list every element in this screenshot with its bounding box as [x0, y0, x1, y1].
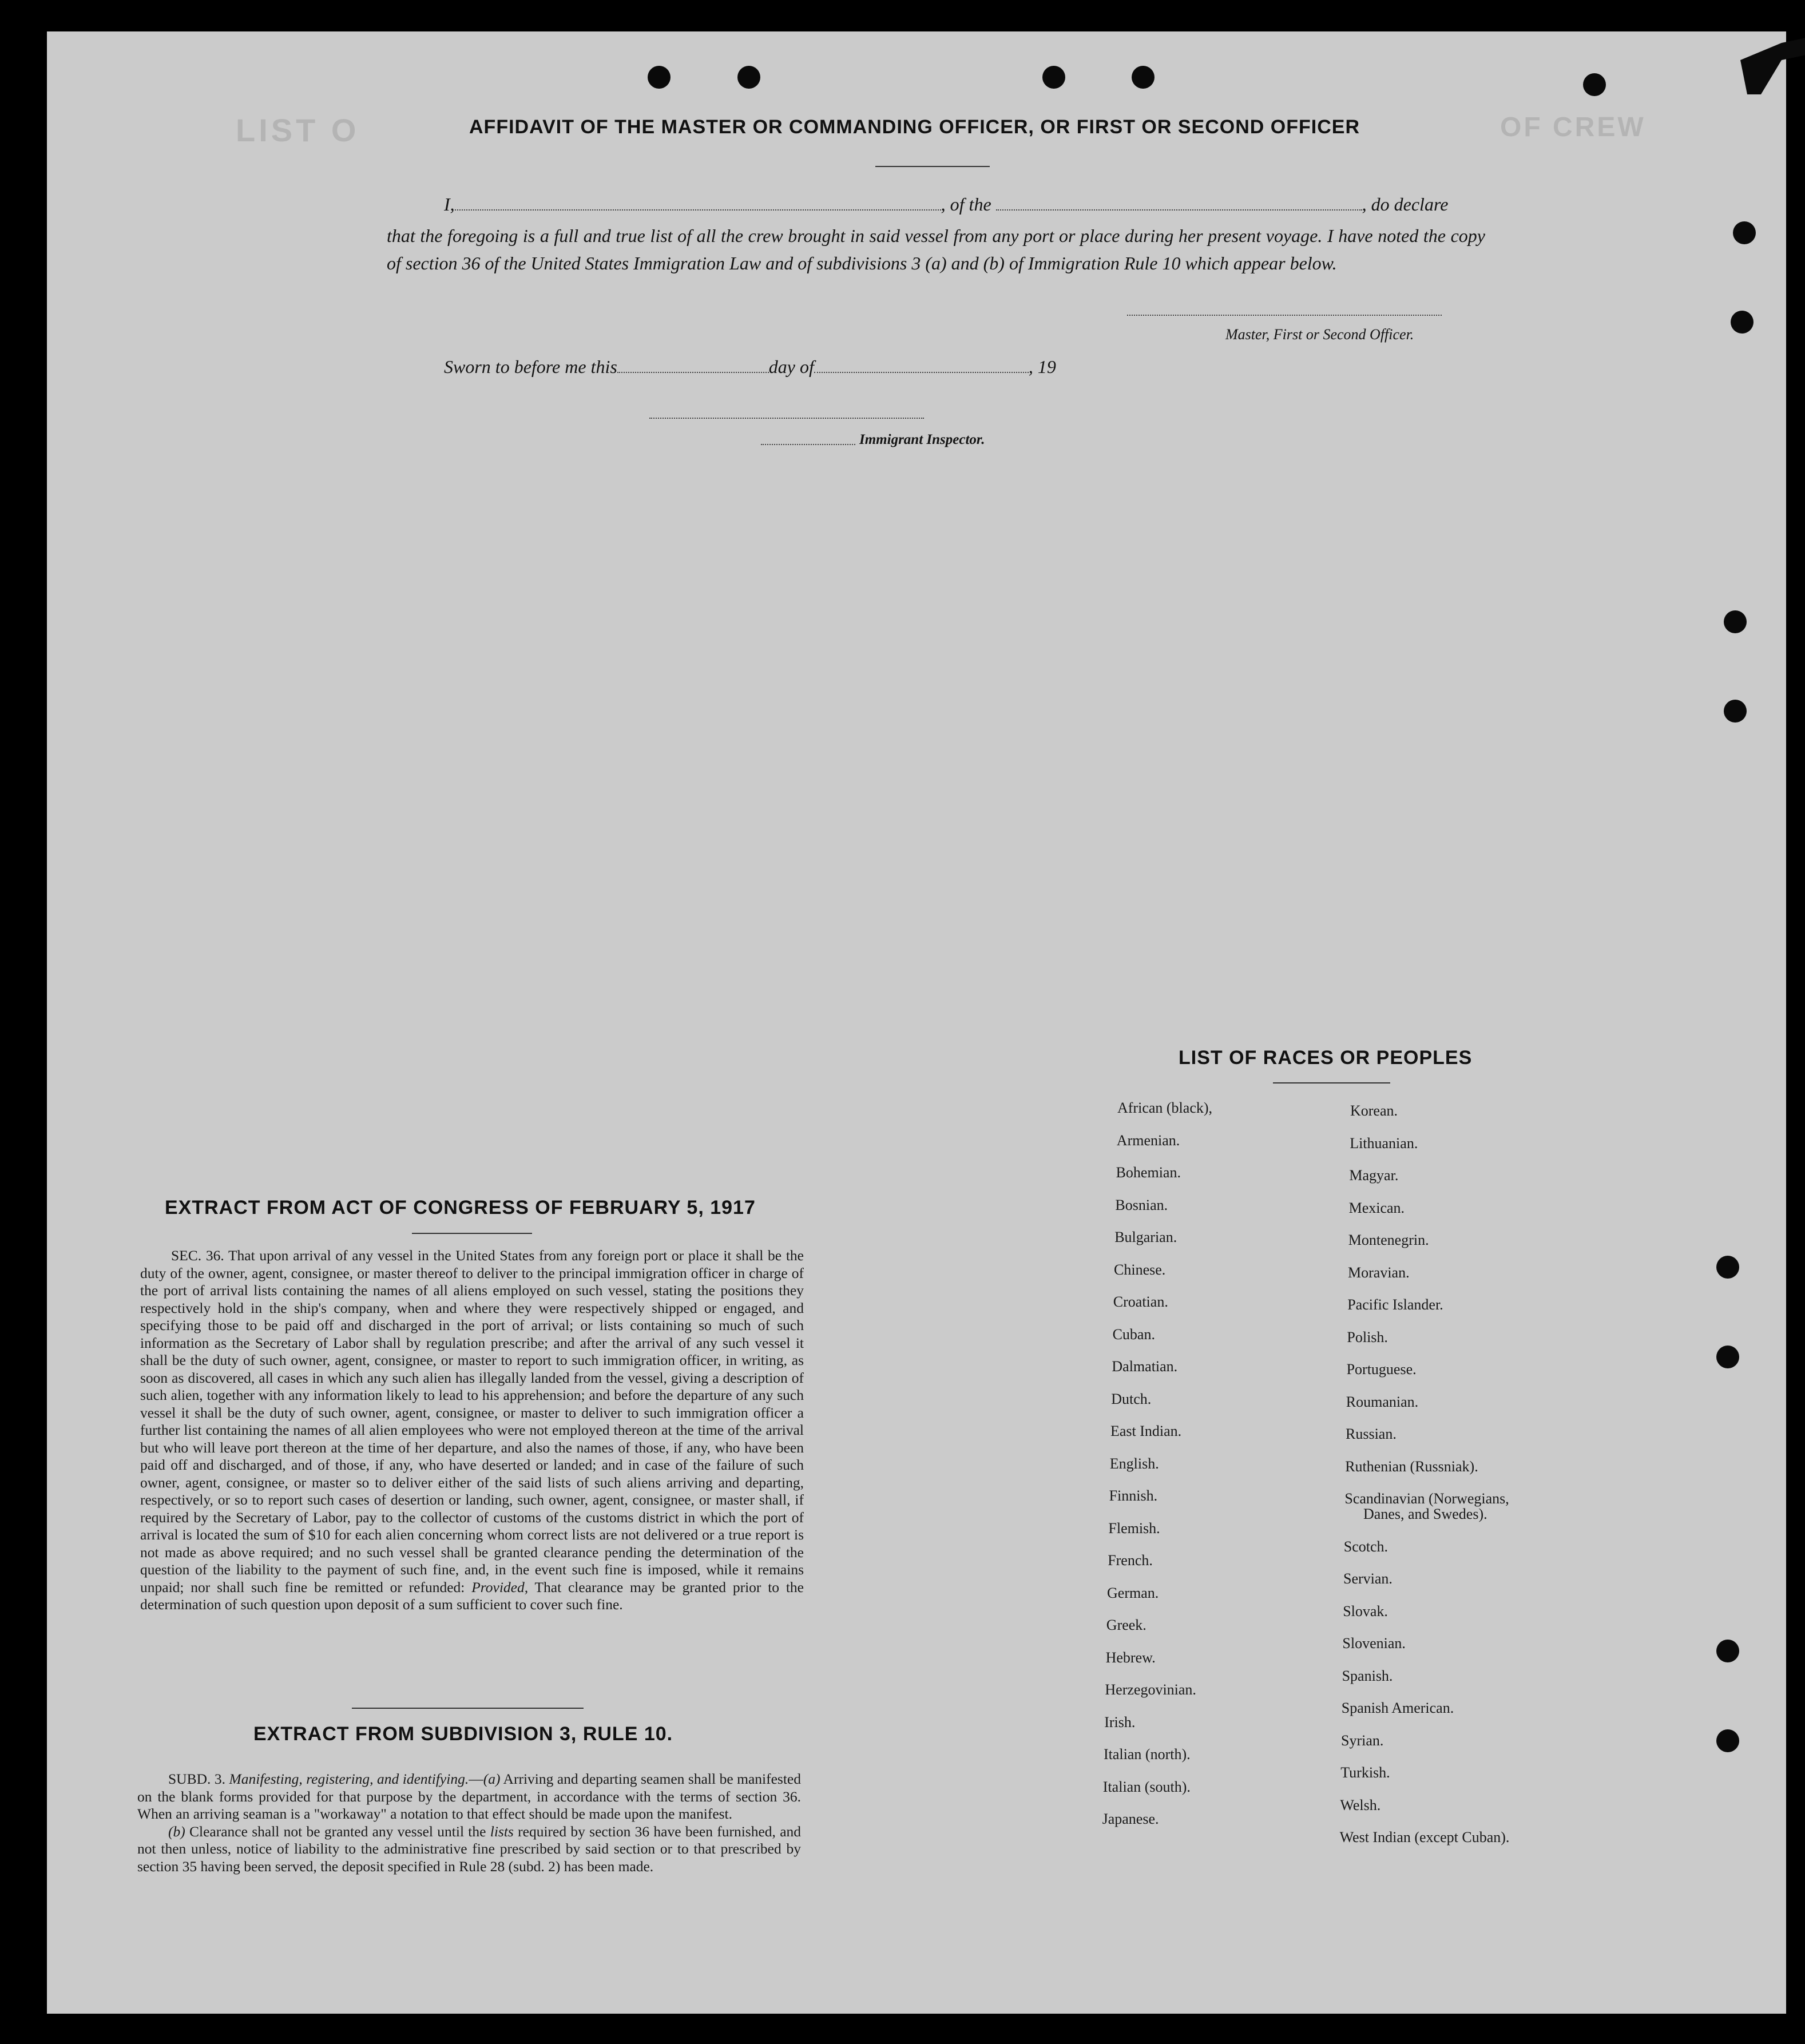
race-item: Moravian. [1348, 1264, 1410, 1281]
rule-extract-text [137, 1771, 801, 1875]
part-b-text-post: required by section 36 have been furnished, and not then unless, notice of liability to the administrative fine prescribed by said section or to that prescribed by section 35 having been served, the deposit specified in Rule 28 (subd. 2) has been made. [137, 1823, 802, 1875]
race-item: Greek. [1106, 1617, 1147, 1633]
sworn-line [444, 355, 1056, 378]
race-item: Korean. [1350, 1102, 1398, 1119]
race-item: Croatian. [1113, 1293, 1168, 1310]
race-item: Mexican. [1348, 1199, 1405, 1216]
inspector-dotted-leader [761, 444, 855, 445]
race-item: Lithuanian. [1350, 1134, 1418, 1152]
punch-hole [1583, 73, 1606, 96]
race-item: English. [1109, 1455, 1159, 1472]
punch-hole [1716, 1346, 1739, 1368]
race-item: Flemish. [1108, 1519, 1160, 1537]
race-item: Irish. [1104, 1713, 1136, 1731]
sworn-day-of: day of [768, 356, 814, 377]
race-item: Armenian. [1116, 1132, 1180, 1149]
part-b-lists: lists [490, 1823, 514, 1840]
section-divider [352, 1708, 584, 1709]
race-item: Herzegovinian. [1105, 1681, 1196, 1698]
race-item: Finnish. [1109, 1487, 1158, 1504]
inspector-signature-field[interactable] [649, 418, 924, 419]
race-item: German. [1107, 1584, 1159, 1601]
part-b-label: (b) [168, 1823, 185, 1840]
bleed-through-text: OF CREW [1500, 112, 1646, 142]
race-item: Servian. [1343, 1570, 1393, 1587]
act-title-divider [412, 1233, 532, 1234]
master-signature-field[interactable] [1127, 315, 1442, 316]
affidavit-body: that the foregoing is a full and true list of all the crew brought in said vessel from any port or place during her present voyage. I have noted the copy of section 36 of the United States Immigration Law and of subdivisions 3 (a) and (b) of Immigration Rule 10 which appear below. [387, 225, 1485, 273]
race-item: Spanish. [1342, 1667, 1393, 1684]
race-item: Bulgarian. [1114, 1229, 1177, 1245]
subdivision-part-b [137, 1823, 801, 1876]
race-item: Bosnian. [1115, 1196, 1168, 1213]
race-item: Bohemian. [1116, 1164, 1181, 1181]
race-item: Pacific Islander. [1347, 1296, 1443, 1313]
race-item: Roumanian. [1346, 1393, 1419, 1410]
race-item: Dalmatian. [1112, 1358, 1178, 1375]
punch-hole [1724, 610, 1747, 633]
affidavit-declaration-line [387, 192, 1485, 215]
subd-label: SUBD. 3. [168, 1771, 226, 1787]
affidavit-title: AFFIDAVIT OF THE MASTER OR COMMANDING OFFICER, OR FIRST OR SECOND OFFICER [469, 116, 1360, 138]
sworn-prefix: Sworn to before me this [444, 356, 617, 377]
master-signature-label: Master, First or Second Officer. [1225, 326, 1414, 343]
race-item: Japanese. [1102, 1811, 1159, 1827]
punch-hole [1042, 66, 1065, 89]
race-item: Welsh. [1340, 1796, 1381, 1813]
title-divider [875, 166, 990, 167]
race-item: Syrian. [1341, 1732, 1384, 1749]
race-item: Scandinavian (Norwegians, [1344, 1490, 1509, 1507]
sworn-month-field[interactable] [814, 355, 1029, 373]
race-item: West Indian (except Cuban). [1339, 1829, 1510, 1845]
subdivision-part-a: SUBD. 3. Manifesting, registering, and identifying.—(a) Arriving and departing seamen shall be manifested on the blank forms provided for that purpose by the department, in accordance with the terms of section 36. When an arriving seaman is a "workaway" a notation to that effect should be made upon the manifest. [137, 1771, 801, 1822]
inspector-label: Immigrant Inspector. [859, 432, 985, 447]
punch-hole [1716, 1256, 1739, 1279]
sworn-day-field[interactable] [617, 355, 769, 373]
declarant-name-field[interactable] [455, 192, 941, 211]
race-item: Hebrew. [1105, 1649, 1156, 1666]
race-item: Turkish. [1340, 1764, 1390, 1781]
subd-heading: Manifesting, registering, and identifying. [229, 1771, 469, 1787]
race-item: Italian (north). [1104, 1746, 1191, 1763]
sworn-year: , 19 [1028, 356, 1056, 377]
bleed-through-text: LIST O [236, 112, 360, 148]
punch-hole [1733, 221, 1756, 244]
vessel-name-field[interactable] [996, 192, 1362, 211]
race-item: French. [1108, 1552, 1153, 1569]
section-36-body: That upon arrival of any vessel in the United States from any foreign port or place it shall be the duty of the owner, agent, consignee, or master thereof to deliver to the principal immigration officer in charge of the port of arrival lists containing the names of all aliens employed on such vessel, stating the positions they respectively hold in the ship's company, when and where they were respectively shipped or engaged, and specifying those to be paid off and discharged in the port of arrival; or lists containing so much of such information as the Secretary of Labor shall by regulation prescribe; and after the arrival of any such vessel it shall be the duty of such owner, agent, consignee, or master to report to such immigration officer, in writing, as soon as discovered, all cases in which any such alien has illegally landed from the vessel, giving a description of such alien, together with any information likely to lead to his apprehension; and before the departure of any such vessel it shall be the duty of such owner, agent, consignee, or master to deliver to such immigration officer a further list containing the names of all alien employees who were not employed thereon at the time of the arrival but who will leave port thereon at the time of her departure, and also the names of those, if any, who have been paid off and discharged, and of those, if any, who have deserted or landed; and in case of the failure of such owner, agent, consignee, or master so to deliver either of the said lists of such aliens arriving and departing, respectively, or so to report such cases of desertion or landing, such owner, agent, consignee, or master shall, if required by the Secretary of Labor, pay to the collector of customs of the customs district in which the port of arrival is located the sum of $10 for each alien concerning whom correct lists are not delivered or a true report is not made as above required; and no such vessel shall be granted clearance pending the determination of the question of the liability to the payment of such fine, and, in the event such fine is imposed, while it remains unpaid; nor shall such fine be remitted or refunded: [140, 1247, 804, 1595]
races-title-divider [1273, 1082, 1390, 1083]
race-item: Cuban. [1112, 1325, 1155, 1343]
race-item: Montenegrin. [1348, 1232, 1429, 1248]
punch-hole [1716, 1729, 1739, 1752]
punch-hole [1731, 311, 1754, 334]
act-extract-title: EXTRACT FROM ACT OF CONGRESS OF FEBRUARY 5, 1917 [165, 1197, 756, 1219]
race-item: African (black), [1117, 1100, 1213, 1116]
races-list-title: LIST OF RACES OR PEOPLES [1179, 1047, 1473, 1069]
race-item: East Indian. [1110, 1423, 1182, 1439]
race-item: Chinese. [1114, 1261, 1166, 1278]
declarant-pronoun: I, [444, 194, 455, 215]
race-item: Portuguese. [1346, 1361, 1417, 1378]
race-item: Magyar. [1349, 1167, 1399, 1184]
declare-label: , do declare [1362, 194, 1449, 215]
part-b-text-pre: Clearance shall not be granted any vessel until the [189, 1823, 486, 1840]
document-page [47, 31, 1786, 2014]
punch-hole [1132, 66, 1155, 89]
rule-extract-title: EXTRACT FROM SUBDIVISION 3, RULE 10. [253, 1723, 673, 1745]
race-item: Ruthenian (Russniak). [1345, 1458, 1478, 1475]
race-item: Russian. [1346, 1426, 1397, 1442]
race-item: Slovak. [1343, 1602, 1388, 1620]
section-36-label: SEC. 36. [171, 1247, 224, 1264]
punch-hole [648, 66, 671, 89]
punch-hole [1724, 700, 1747, 723]
of-the-label: , of the [941, 194, 991, 215]
provided-text: That clearance may be granted prior to the determination of such question upon deposit of a sum sufficient to cover such fine. [140, 1578, 804, 1613]
part-a-label: (a) [483, 1771, 501, 1787]
race-item: Scotch. [1343, 1538, 1389, 1555]
page-tab-mark [1740, 37, 1805, 94]
race-item: Slovenian. [1342, 1635, 1406, 1652]
part-a-text: Arriving and departing seamen shall be manifested on the blank forms provided for that purpose by the department, in accordance with the terms of section 36. When an arriving seaman is a "workaway" a notation to that effect should be made upon the manifest. [137, 1771, 801, 1822]
race-item: Danes, and Swedes). [1363, 1506, 1487, 1522]
punch-hole [737, 66, 760, 89]
race-item: Italian (south). [1102, 1778, 1191, 1795]
act-section-36-text [140, 1247, 804, 1614]
provided-label: Provided, [471, 1578, 529, 1595]
race-item: Spanish American. [1341, 1700, 1454, 1716]
punch-hole [1716, 1640, 1739, 1662]
race-item: Polish. [1347, 1328, 1388, 1346]
race-item: Dutch. [1111, 1390, 1152, 1407]
